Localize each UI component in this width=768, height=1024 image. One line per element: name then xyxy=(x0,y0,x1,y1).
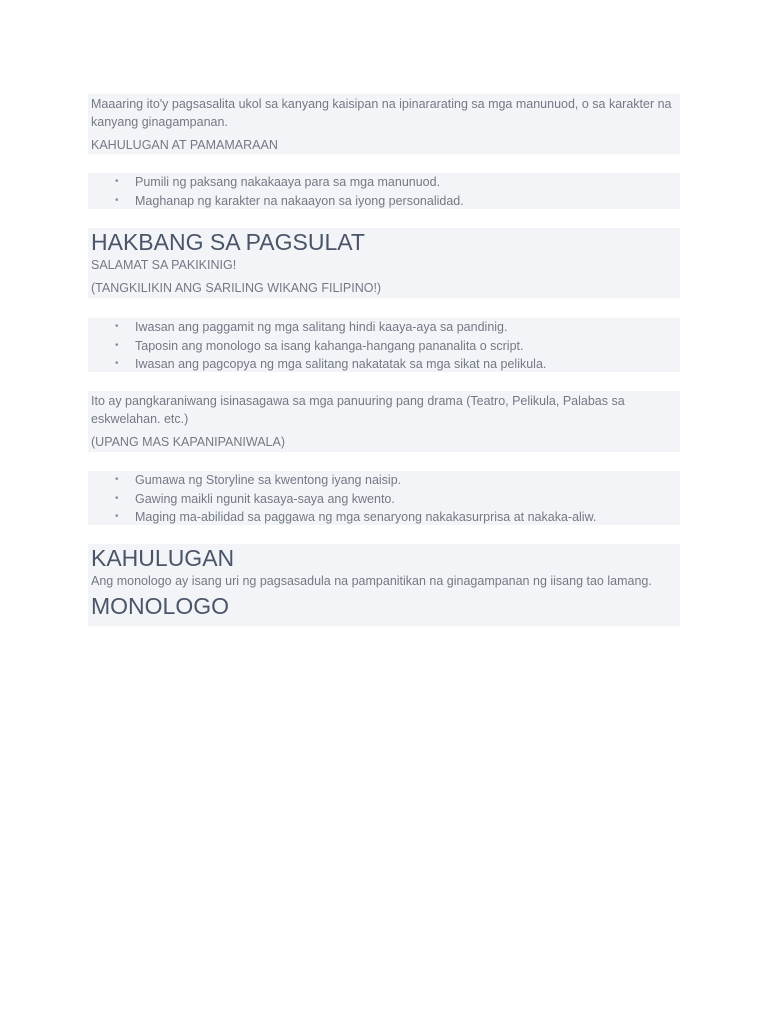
drama-label: (UPANG MAS KAPANIPANIWALA) xyxy=(91,435,286,449)
intro-block xyxy=(88,94,680,154)
list-item: • Taposin ang monologo sa isang kahanga-hangang pananalita o script. xyxy=(135,337,677,356)
kahulugan-paragraph: Ang monologo ay isang uri ng pagsasadula na pampanitikan na ginagampanan ng iisang tao lamang. xyxy=(91,574,652,588)
heading-kahulugan: KAHULUGAN xyxy=(91,545,235,571)
kahulugan-block xyxy=(88,544,680,626)
list3-block xyxy=(88,471,680,525)
list2-block xyxy=(88,318,680,372)
heading-monologo: MONOLOGO xyxy=(91,593,230,619)
bullet-list-3 xyxy=(91,471,677,527)
intro-paragraph: Maaaring ito'y pagsasalita ukol sa kanyang kaisipan na ipinararating sa mga manunuod, o sa karakter na kanyang ginagampanan. xyxy=(91,97,672,129)
heading-hakbang: HAKBANG SA PAGSULAT xyxy=(91,229,365,255)
list-item: • Maghanap ng karakter na nakaayon sa iyong personalidad. xyxy=(135,192,677,211)
list-item: • Gawing maikli ngunit kasaya-saya ang kwento. xyxy=(135,490,677,509)
hakbang-block xyxy=(88,228,680,298)
list-item: • Gumawa ng Storyline sa kwentong iyang naisip. xyxy=(135,471,677,490)
list-item: • Maging ma-abilidad sa paggawa ng mga senaryong nakakasurprisa at nakaka-aliw. xyxy=(135,508,677,527)
intro-label: KAHULUGAN AT PAMAMARAAN xyxy=(91,138,278,152)
hakbang-line-2: (TANGKILIKIN ANG SARILING WIKANG FILIPINO!) xyxy=(91,281,382,295)
hakbang-line-1: SALAMAT SA PAKIKINIG! xyxy=(91,258,237,272)
list1-block xyxy=(88,173,680,209)
list-item: • Iwasan ang paggamit ng mga salitang hindi kaaya-aya sa pandinig. xyxy=(135,318,677,337)
list-item: • Iwasan ang pagcopya ng mga salitang nakatatak sa mga sikat na pelikula. xyxy=(135,355,677,374)
bullet-list-2 xyxy=(91,318,677,374)
drama-block xyxy=(88,391,680,452)
drama-paragraph: Ito ay pangkaraniwang isinasagawa sa mga panuuring pang drama (Teatro, Pelikula, Palabas sa eskwelahan. etc.) xyxy=(91,394,625,426)
bullet-list-1 xyxy=(91,173,677,210)
list-item: • Pumili ng paksang nakakaaya para sa mga manunuod. xyxy=(135,173,677,192)
